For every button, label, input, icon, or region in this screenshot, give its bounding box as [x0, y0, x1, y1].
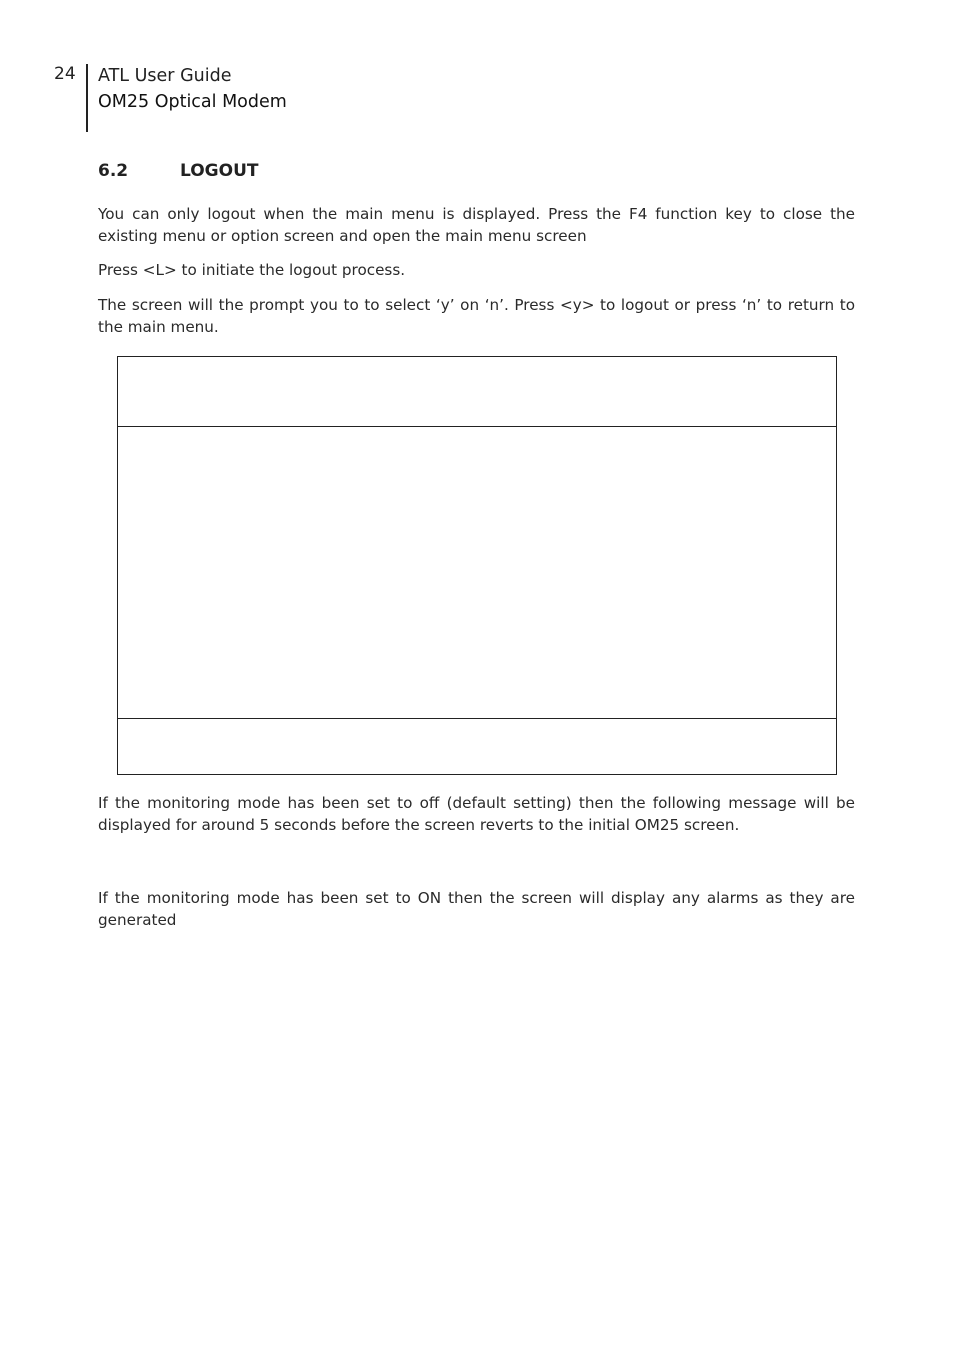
press-l-paragraph: Press <L> to initiate the logout process. — [98, 261, 406, 279]
monitoring-off-paragraph: If the monitoring mode has been set to off (default setting) then the following message will be displayed for around 5 seconds before the screen reverts to the initial OM25 screen. — [98, 794, 855, 834]
terminal-screen-figure — [117, 356, 837, 775]
prompt-paragraph: The screen will the prompt you to to select ‘y’ on ‘n’. Press <y> to logout or press ‘n’ to return to the main menu. — [98, 296, 855, 336]
guide-title: ATL User Guide — [98, 66, 232, 86]
screen-title-bar — [118, 357, 836, 427]
screen-body — [118, 427, 836, 719]
section-title: LOGOUT — [180, 161, 259, 181]
screen-status-bar — [118, 719, 836, 774]
section-number: 6.2 — [98, 161, 129, 181]
page-number: 24 — [54, 64, 76, 84]
monitoring-on-paragraph: If the monitoring mode has been set to ON then the screen will display any alarms as they are generated — [98, 889, 855, 929]
intro-paragraph: You can only logout when the main menu is displayed. Press the F4 function key to close the existing menu or option screen and open the main menu screen — [98, 205, 855, 245]
product-name: OM25 Optical Modem — [98, 92, 287, 112]
header-divider — [86, 64, 88, 132]
